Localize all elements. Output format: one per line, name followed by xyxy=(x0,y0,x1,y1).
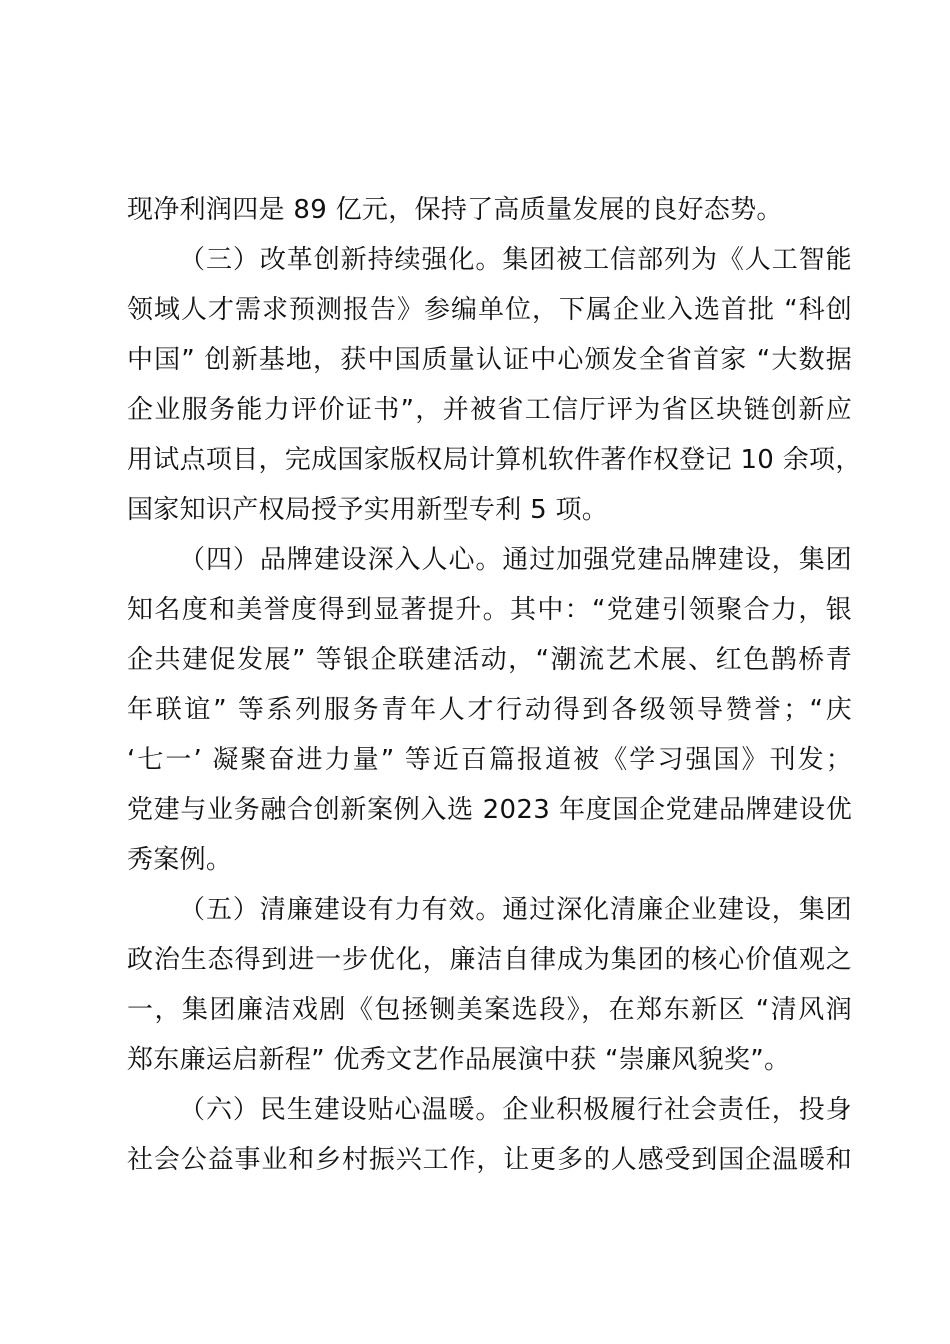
text-line: （六）民生建设贴心温暖。企业积极履行社会责任，投身 xyxy=(179,1095,852,1125)
text-line: （四）品牌建设深入人心。通过加强党建品牌建设，集团 xyxy=(179,545,852,575)
text-line: 郑东廉运启新程” 优秀文艺作品展演中获 “崇廉风貌奖”。 xyxy=(127,1045,791,1075)
text-line: 领域人才需求预测报告》参编单位，下属企业入选首批 “科创 xyxy=(127,295,852,325)
text-line: 一，集团廉洁戏剧《包拯铡美案选段》，在郑东新区 “清风润 xyxy=(127,995,852,1025)
paragraph-livelihood-building xyxy=(127,1085,852,1185)
document-body xyxy=(127,185,862,1185)
text-line: 企业服务能力评价证书”，并被省工信厅评为省区块链创新应 xyxy=(127,395,852,425)
text-line: 年联谊” 等系列服务青年人才行动得到各级领导赞誉；“庆 xyxy=(127,695,852,725)
text-line: ‘七一’ 凝聚奋进力量” 等近百篇报道被《学习强国》刊发； xyxy=(127,745,852,775)
text-line: （五）清廉建设有力有效。通过深化清廉企业建设，集团 xyxy=(179,895,852,925)
text-line: 用试点项目，完成国家版权局计算机软件著作权登记 10 余项， xyxy=(127,445,862,475)
paragraph-brand-building xyxy=(127,535,852,885)
text-line: 现净利润四是 89 亿元，保持了高质量发展的良好态势。 xyxy=(127,195,783,225)
paragraph-reform-innovation xyxy=(127,235,862,535)
text-line: 中国” 创新基地，获中国质量认证中心颁发全省首家 “大数据 xyxy=(127,345,852,375)
text-line: （三）改革创新持续强化。集团被工信部列为《人工智能 xyxy=(179,245,852,275)
text-line: 党建与业务融合创新案例入选 2023 年度国企党建品牌建设优 xyxy=(127,795,852,825)
paragraph-continuation xyxy=(127,185,852,235)
text-line: 企共建促发展” 等银企联建活动，“潮流艺术展、红色鹊桥青 xyxy=(127,645,852,675)
text-line: 社会公益事业和乡村振兴工作，让更多的人感受到国企温暖和 xyxy=(127,1145,852,1175)
text-line: 知名度和美誉度得到显著提升。其中：“党建引领聚合力，银 xyxy=(127,595,852,625)
text-line: 政治生态得到进一步优化，廉洁自律成为集团的核心价值观之 xyxy=(127,945,852,975)
paragraph-integrity-building xyxy=(127,885,852,1085)
text-line: 秀案例。 xyxy=(127,845,233,875)
text-line: 国家知识产权局授予实用新型专利 5 项。 xyxy=(127,495,609,525)
